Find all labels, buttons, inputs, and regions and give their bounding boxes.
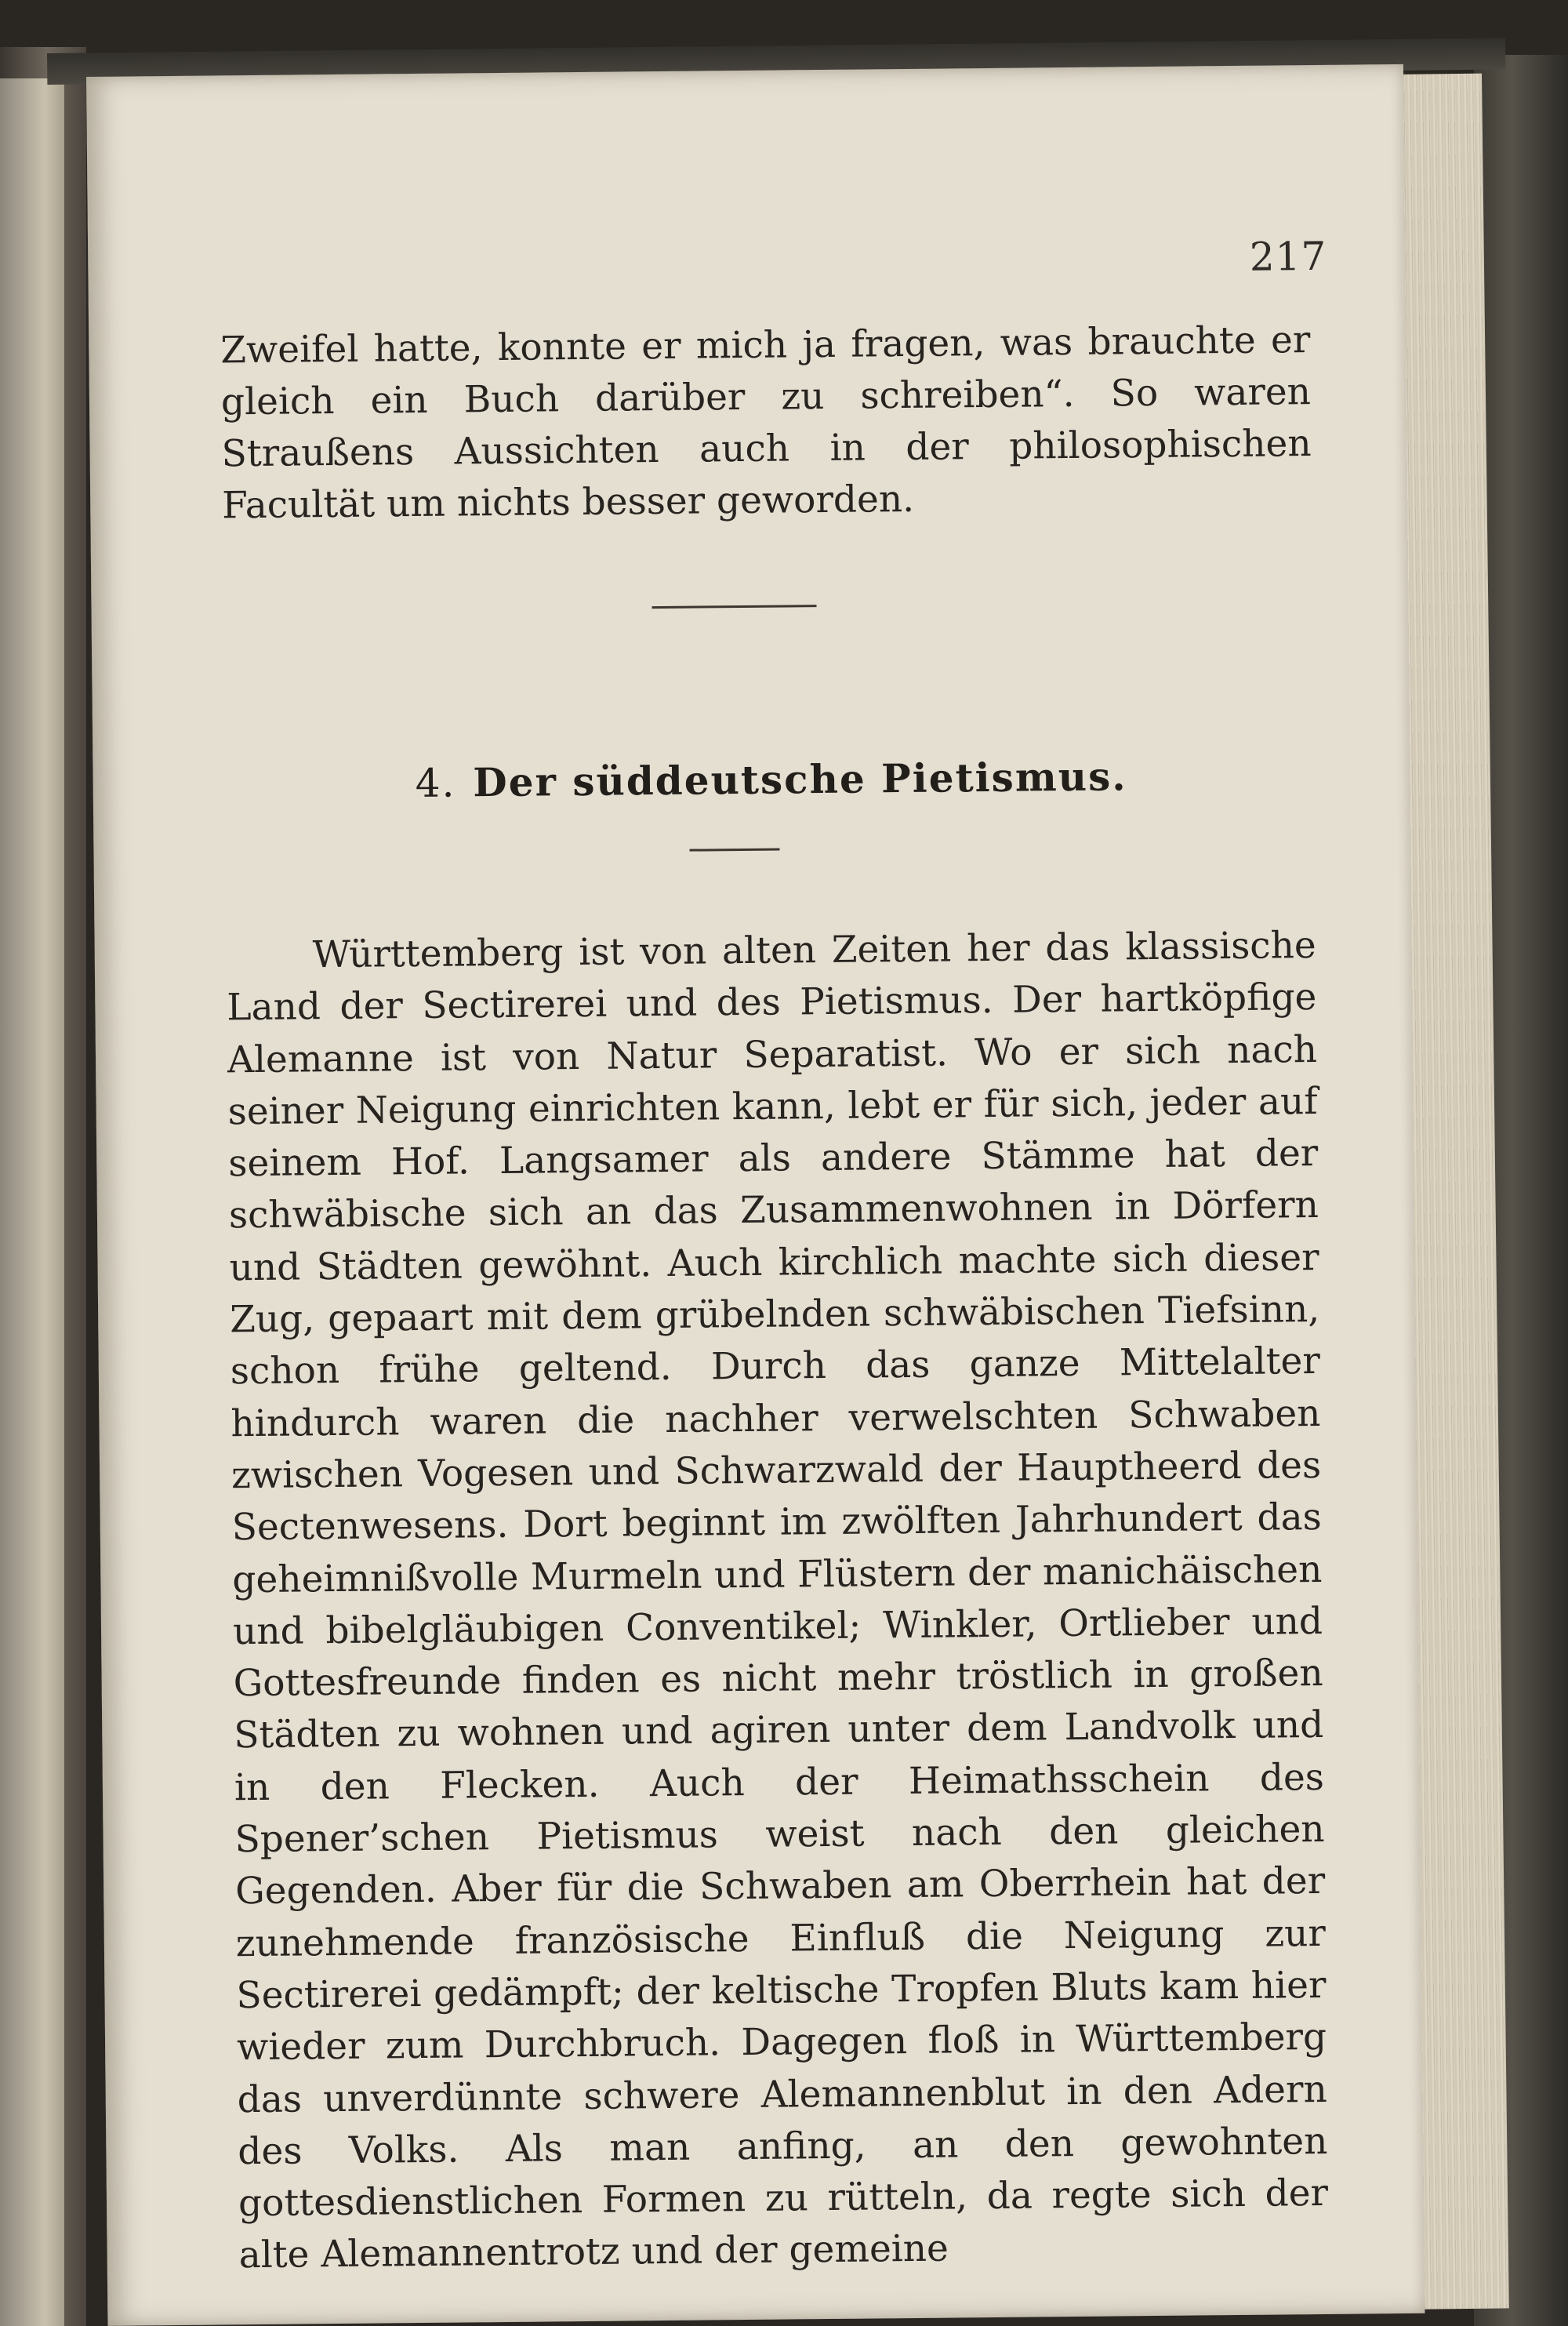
section-divider-rule: [652, 605, 817, 609]
section-heading: [249, 751, 1293, 808]
section-number: 4.: [415, 760, 456, 807]
reverse-side-show-through: [216, 551, 1330, 562]
book-page: [86, 64, 1425, 2326]
paragraph-continued: Zweifel hatte, konnte er mich ja fragen, was brauchte er gleich ein Buch darüber zu schreiben“. So waren Straußens Aussichten auch in der philosophischen Facultät um nichts besser geworden.: [220, 318, 1312, 528]
page-number: 217: [1249, 233, 1327, 280]
heading-underline-rule: [689, 849, 779, 852]
facing-page-sliver: [0, 78, 64, 2326]
paragraph-main: Württemberg ist von alten Zeiten her das klassische Land der Sectirerei und des Pietismus. Der hartköpfige Alemanne ist von Natur Separatist. Wo er sich nach seiner Neigung einrichten kann, lebt er für sich, jeder auf seinem Hof. Langsamer als andere Stämme hat der schwäbische sich an das Zusammenwohnen in Dörfern und Städten gewöhnt. Auch kirchlich machte sich dieser Zug, gepaart mit dem grübelnden schwäbischen Tiefsinn, schon frühe geltend. Durch das ganze Mittelalter hindurch waren die nachher verwelschten Schwaben zwischen Vogesen und Schwarzwald der Hauptheerd des Sectenwesens. Dort beginnt im zwölften Jahrhundert das geheimnißvolle Murmeln und Flüstern der manichäischen und bibelgläubigen Conventikel; Winkler, Ortlieber und Gottesfreunde finden es nicht mehr tröstlich in großen Städten zu wohnen und agiren unter dem Landvolk und in den Flecken. Auch der Heimathsschein des Spener’schen Pietismus weist nach den gleichen Gegenden. Aber für die Schwaben am Oberrhein hat der zunehmende französische Einfluß die Neigung zur Sectirerei gedämpft; der keltische Tropfen Bluts kam hier wieder zum Durchbruch. Dagegen floß in Württemberg das unverdünnte schwere Alemannenblut in den Adern des Volks. Als man anfing, an den gewohnten gottesdienstlichen Formen zu rütteln, da regte sich der alte Alemannentrotz und der gemeine: [227, 923, 1329, 2277]
section-title: Der süddeutsche Pietismus.: [473, 753, 1127, 806]
